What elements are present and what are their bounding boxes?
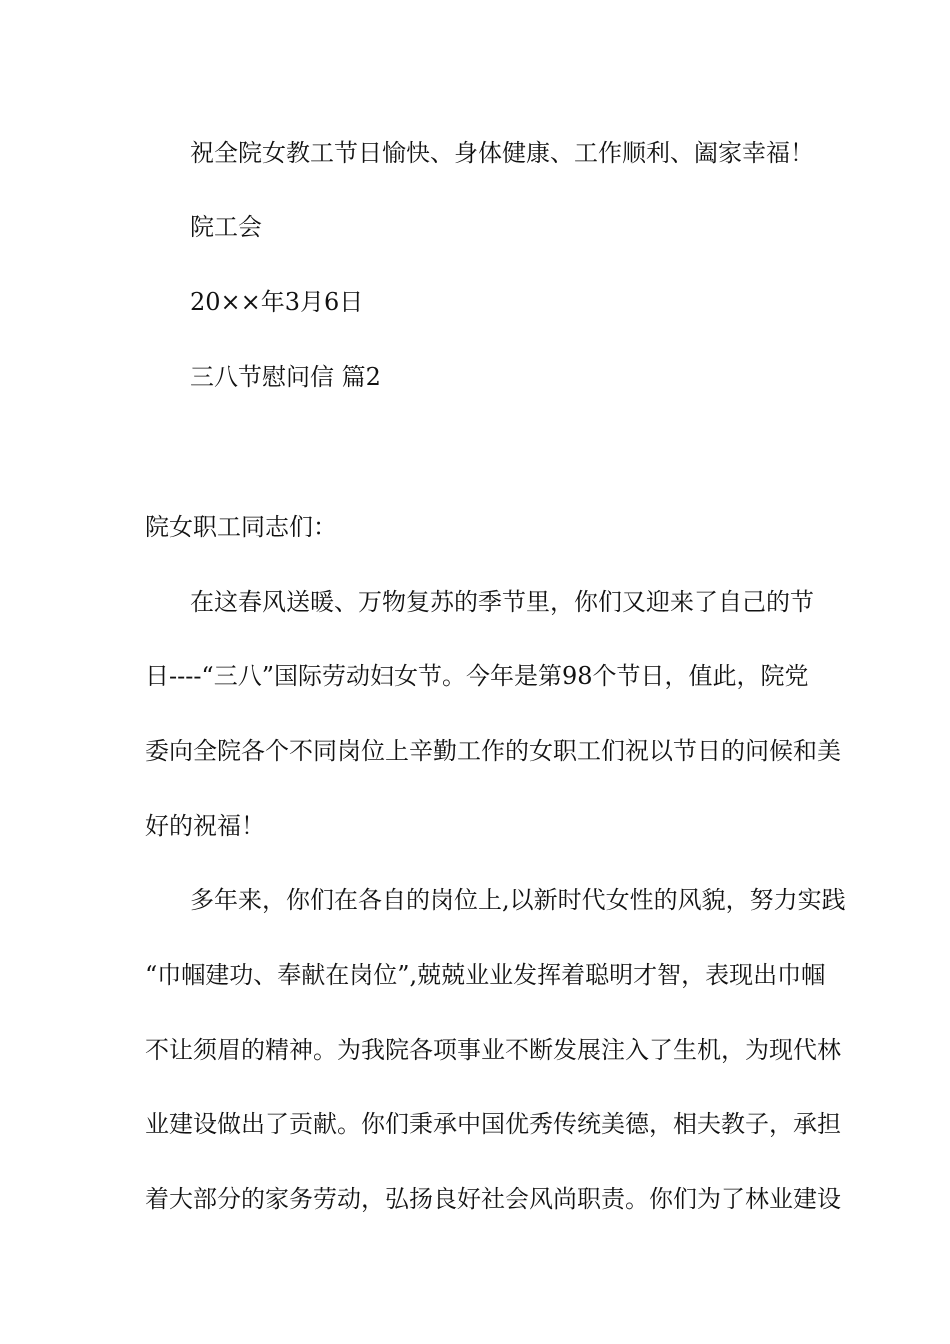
greeting-line: 祝全院女教工节日愉快、身体健康、工作顺利、阖家幸福！: [190, 139, 814, 167]
paragraph-line: 多年来，你们在各自的岗位上,以新时代女性的风貌，努力实践: [190, 886, 846, 914]
salutation: 院女职工同志们：: [145, 513, 337, 541]
paragraph-line: 在这春风送暖、万物复苏的季节里，你们又迎来了自己的节: [190, 588, 814, 616]
section-title: 三八节慰问信 篇2: [190, 363, 381, 391]
signature-date: 20××年3月6日: [190, 288, 364, 316]
paragraph-line: 日----“三八”国际劳动妇女节。今年是第98个节日，值此，院党: [145, 662, 809, 690]
paragraph-line: “巾帼建功、奉献在岗位”,兢兢业业发挥着聪明才智，表现出巾帼: [145, 961, 826, 989]
paragraph-line: 不让须眉的精神。为我院各项事业不断发展注入了生机，为现代林: [145, 1036, 841, 1064]
paragraph-line: 着大部分的家务劳动，弘扬良好社会风尚职责。你们为了林业建设: [145, 1185, 841, 1213]
paragraph-line: 业建设做出了贡献。你们秉承中国优秀传统美德，相夫教子，承担: [145, 1110, 841, 1138]
signature-union: 院工会: [190, 213, 262, 241]
paragraph-line: 好的祝福！: [145, 812, 265, 840]
paragraph-line: 委向全院各个不同岗位上辛勤工作的女职工们祝以节日的问候和美: [145, 737, 841, 765]
